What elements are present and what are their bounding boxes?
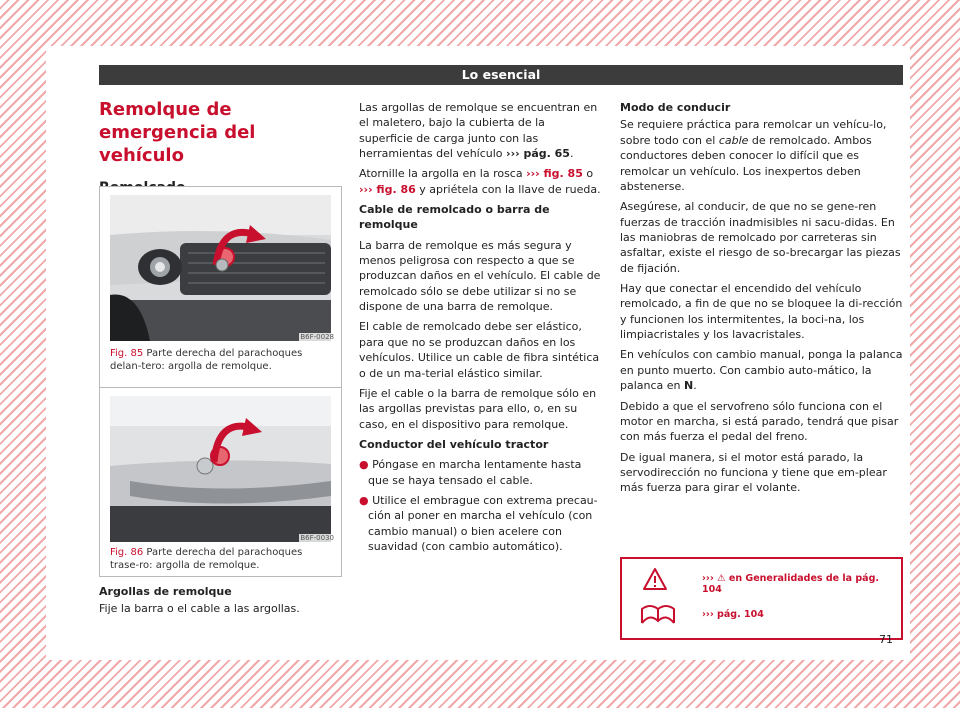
- section-heading: Modo de conducir: [620, 101, 731, 114]
- notes-box: [620, 557, 903, 640]
- paragraph: De igual manera, si el motor está parado, la servodirección no funciona y tiene que em-plear más fuerza para girar el volante.: [620, 450, 887, 495]
- bullet-icon: ●: [359, 493, 369, 507]
- page-title: Remolque de emergencia del vehículo: [99, 99, 256, 166]
- figure-caption: [110, 546, 331, 572]
- page-number: 71: [879, 633, 893, 646]
- paragraph: Fije la barra o el cable a las argollas.: [99, 602, 300, 616]
- book-reference[interactable]: ››› pág. 104: [702, 609, 764, 620]
- paragraph: La barra de remolque es más segura y menos peligrosa con respecto a que se produzcan daños en el vehículo. El cable de remolcado sólo se debe utilizar si no se dispone de una barra de remolque.: [359, 238, 601, 314]
- paragraph: Hay que conectar el encendido del vehículo remolcado, a fin de que no se bloquee la di-rección y funcionen los intermitentes, la boci-na, los limpiacristales y los lavacristales.: [620, 282, 903, 342]
- paragraph: Atornille la argolla en la rosca ››› fig. 85 o ››› fig. 86 y apriétela con la llave de rueda.: [359, 167, 601, 196]
- figure-code: B6F-0028: [300, 333, 334, 341]
- figure-caption-text: Parte derecha del parachoques trase-ro: argolla de remolque.: [110, 547, 303, 571]
- rear-bumper-image: [110, 396, 331, 542]
- paragraph: Se requiere práctica para remolcar un vehícu-lo, sobre todo con el cable de remolcado. Ambos conductores deben conocer lo difícil que es remolcar un vehículo. Los inexpertos deben abstenerse.: [620, 118, 887, 194]
- book-icon: [638, 603, 678, 627]
- figure-86: [99, 387, 342, 577]
- page: [46, 46, 910, 660]
- bullet-item: ● Utilice el embrague con extrema precau-ción al poner en marcha el vehículo (con cambio manual) o bien acelere con suavidad (con cambio automático).: [359, 493, 598, 553]
- column-3: [620, 100, 903, 501]
- paragraph: Fije el cable o la barra de remolque sólo en las argollas previstas para ello, o, en su caso, en el dispositivo para remolque.: [359, 386, 597, 431]
- section-header: Lo esencial: [99, 65, 903, 85]
- section-heading: Conductor del vehículo tractor: [359, 437, 549, 451]
- figure-label: Fig. 86: [110, 547, 144, 558]
- paragraph: En vehículos con cambio manual, ponga la palanca en punto muerto. Con cambio auto-mático, la palanca en N.: [620, 348, 903, 393]
- bullet-item: ● Póngase en marcha lentamente hasta que se haya tensado el cable.: [359, 458, 582, 487]
- paragraph: Las argollas de remolque se encuentran en el maletero, bajo la cubierta de la superficie de carga junto con las herramientas del vehículo ››› pág. 65.: [359, 101, 598, 161]
- figure-code: B6F-0030: [300, 534, 334, 542]
- page-link[interactable]: ››› pág. 65: [506, 147, 570, 161]
- section-heading: Cable de remolcado o barra de remolque: [359, 203, 550, 232]
- column-2: [359, 100, 602, 559]
- figure-link[interactable]: ››› fig. 85: [526, 167, 583, 181]
- bullet-icon: ●: [359, 458, 369, 472]
- paragraph: El cable de remolcado debe ser elástico, para que no se produzcan daños en los vehículos. Utilice un cable de fibra sintética o de un ma-terial elástico similar.: [359, 320, 600, 380]
- section-heading: Argollas de remolque: [99, 585, 232, 598]
- figure-label: Fig. 85: [110, 348, 144, 359]
- figure-caption-text: Parte derecha del parachoques delan-tero: argolla de remolque.: [110, 348, 303, 372]
- warning-icon: [642, 567, 668, 591]
- column-1: [99, 98, 341, 197]
- figure-link[interactable]: ››› fig. 86: [359, 182, 416, 196]
- warning-reference[interactable]: ››› ⚠ en Generalidades de la pág. 104: [702, 573, 880, 595]
- column-1-bottom: [99, 584, 341, 622]
- front-bumper-image: [110, 195, 331, 341]
- figure-caption: [110, 347, 331, 373]
- paragraph: Asegúrese, al conducir, de que no se gene-ren fuerzas de tracción inadmisibles ni sacu-didas. En las maniobras de remolcado por carreteras sin asfaltar, existe el riesgo de so-brecargar las piezas de fijación.: [620, 200, 901, 275]
- paragraph: Debido a que el servofreno sólo funciona con el motor en marcha, si está parado, tendrá que pisar con más fuerza el pedal del freno.: [620, 399, 899, 444]
